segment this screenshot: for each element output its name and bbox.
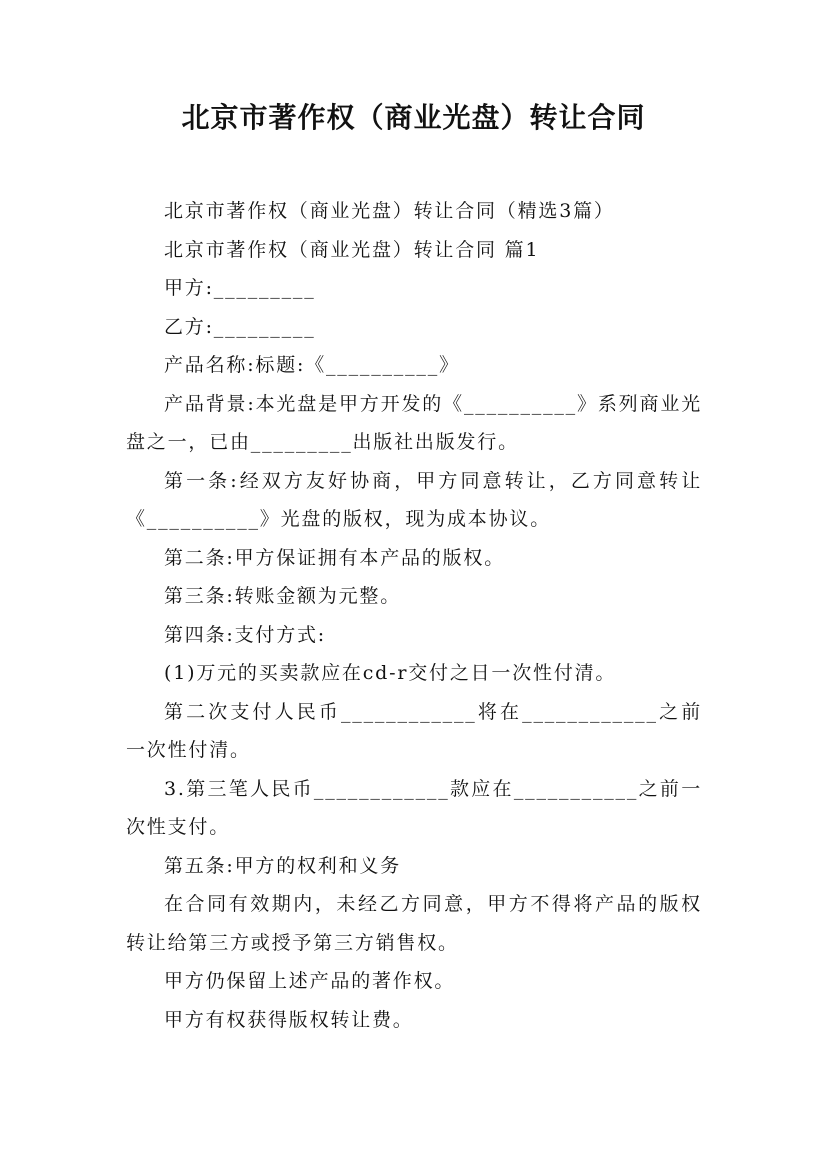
- paragraph: 在合同有效期内，未经乙方同意，甲方不得将产品的版权转让给第三方或授予第三方销售权。: [126, 893, 702, 954]
- paragraph: (1)万元的买卖款应在cd-r交付之日一次性付清。: [164, 662, 617, 684]
- paragraph: 第五条:甲方的权利和义务: [164, 854, 402, 877]
- paragraph: 北京市著作权（商业光盘）转让合同 篇1: [164, 238, 540, 261]
- paragraph: 产品名称:标题:《__________》: [164, 354, 460, 376]
- paragraph: 第三条:转账金额为元整。: [164, 585, 402, 607]
- paragraph: 产品背景:本光盘是甲方开发的《__________》系列商业光盘之一，已由_________出版社出版发行。: [126, 392, 702, 453]
- document-title: 北京市著作权（商业光盘）转让合同: [181, 101, 646, 134]
- paragraph: 第二条:甲方保证拥有本产品的版权。: [164, 546, 506, 569]
- paragraph: 甲方:_________: [164, 277, 316, 299]
- paragraph: 北京市著作权（商业光盘）转让合同（精选3篇）: [164, 200, 615, 222]
- paragraph: 第四条:支付方式:: [164, 623, 327, 646]
- paragraph: 3.第三笔人民币____________款应在___________之前一次性支付。: [126, 777, 702, 838]
- paragraph: 第二次支付人民币____________将在____________之前一次性付清。: [126, 700, 702, 761]
- document-body: [126, 192, 702, 1039]
- paragraph: 甲方仍保留上述产品的著作权。: [164, 970, 456, 992]
- paragraph: 第一条:经双方友好协商，甲方同意转让，乙方同意转让《__________》光盘的版权，现为成本协议。: [126, 469, 702, 530]
- paragraph: 甲方有权获得版权转让费。: [164, 1008, 414, 1031]
- paragraph: 乙方:_________: [164, 315, 316, 338]
